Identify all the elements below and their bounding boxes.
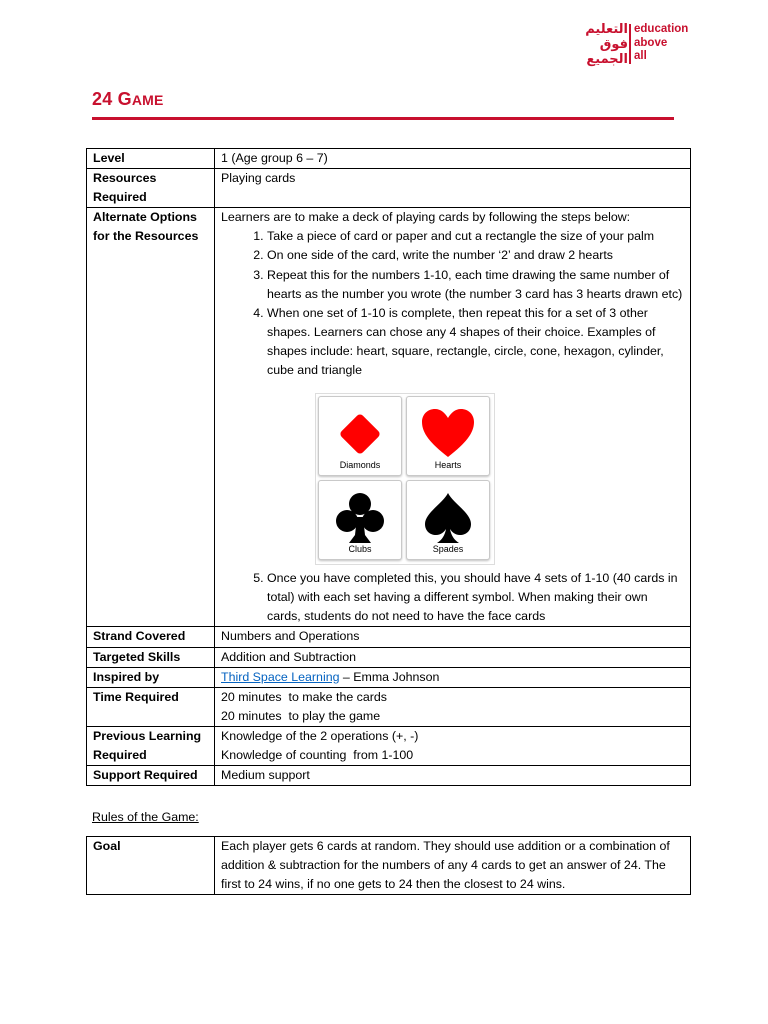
spade-icon	[421, 491, 475, 545]
skills-value: Addition and Subtraction	[215, 647, 691, 667]
previous-label: Previous Learning Required	[87, 726, 215, 765]
inspired-label: Inspired by	[87, 667, 215, 687]
table-row-resources	[87, 169, 691, 208]
skills-label: Targeted Skills	[87, 647, 215, 667]
steps-list	[221, 227, 684, 626]
level-value: 1 (Age group 6 – 7)	[215, 149, 691, 169]
education-above-all-logo	[540, 22, 689, 68]
goal-label: Goal	[87, 837, 215, 895]
suit-label: Clubs	[348, 544, 372, 555]
step-item: 4. When one set of 1-10 is complete, then repeat this for a set of 3 other shapes. Learners can chose any 4 shapes of their choice. Examples of shapes include: heart, square, rectangle, circle, cone, hexagon, cylinder, cube and triangle Diamonds Hearts Clubs Spades	[267, 304, 684, 565]
spades-card	[406, 480, 490, 560]
club-icon	[333, 491, 387, 545]
alternate-value	[215, 208, 691, 627]
suit-label: Hearts	[434, 460, 462, 471]
clubs-card	[318, 480, 402, 560]
suit-label: Spades	[432, 544, 464, 555]
table-row-skills	[87, 647, 691, 667]
table-row-support	[87, 766, 691, 786]
alternate-intro: Learners are to make a deck of playing cards by following the steps below:	[221, 210, 631, 225]
table-row-alternate	[87, 208, 691, 627]
level-label: Level	[87, 149, 215, 169]
table-row-inspired	[87, 667, 691, 687]
previous-value: Knowledge of the 2 operations (+, -) Knowledge of counting from 1-100	[215, 726, 691, 765]
page-title: 24 GAME	[92, 89, 164, 109]
support-value: Medium support	[215, 766, 691, 786]
third-space-learning-link[interactable]: Third Space Learning	[221, 669, 340, 684]
step-item: 3. Repeat this for the numbers 1-10, each time drawing the same number of hearts as the number you wrote (the number 3 card has 3 hearts drawn etc)	[267, 266, 684, 304]
hearts-card	[406, 396, 490, 476]
goal-value: Each player gets 6 cards at random. They should use addition or a combination of addition & subtraction for the numbers of any 4 cards to get an answer of 24. The first to 24 wins, if no one gets to 24 then the closest to 24 wins.	[215, 837, 691, 895]
rules-heading: Rules of the Game:	[92, 810, 199, 824]
diamond-icon	[333, 407, 387, 461]
time-label: Time Required	[87, 687, 215, 726]
diamonds-card	[318, 396, 402, 476]
step-item: 5. Once you have completed this, you should have 4 sets of 1-10 (40 cards in total) with each set having a different symbol. When making their own cards, students do not need to have the face cards	[267, 569, 684, 626]
table-row-previous	[87, 726, 691, 765]
logo-arabic-text: التعليم فوق الجميع	[585, 22, 628, 67]
support-label: Support Required	[87, 766, 215, 786]
heart-icon	[420, 407, 476, 461]
resources-label: Resources Required	[87, 169, 215, 208]
logo-english-text: education above all	[634, 23, 689, 62]
title-underline	[92, 117, 674, 120]
strand-label: Strand Covered	[87, 627, 215, 647]
step-item: 2. On one side of the card, write the number ‘2’ and draw 2 hearts	[267, 246, 684, 265]
table-row-strand	[87, 627, 691, 647]
time-value: 20 minutes to make the cards 20 minutes to play the game	[215, 687, 691, 726]
strand-value: Numbers and Operations	[215, 627, 691, 647]
inspired-value: Third Space Learning – Emma Johnson	[215, 667, 691, 687]
suit-cards-image	[315, 393, 495, 565]
resources-value: Playing cards	[215, 169, 691, 208]
alternate-label: Alternate Options for the Resources	[87, 208, 215, 627]
table-row-level	[87, 149, 691, 169]
table-row-goal	[87, 837, 691, 895]
lesson-info-table	[86, 148, 691, 786]
step-item: 1. Take a piece of card or paper and cut a rectangle the size of your palm	[267, 227, 684, 246]
table-row-time	[87, 687, 691, 726]
goal-table	[86, 836, 691, 895]
suit-label: Diamonds	[339, 460, 381, 471]
logo-divider	[629, 24, 631, 64]
